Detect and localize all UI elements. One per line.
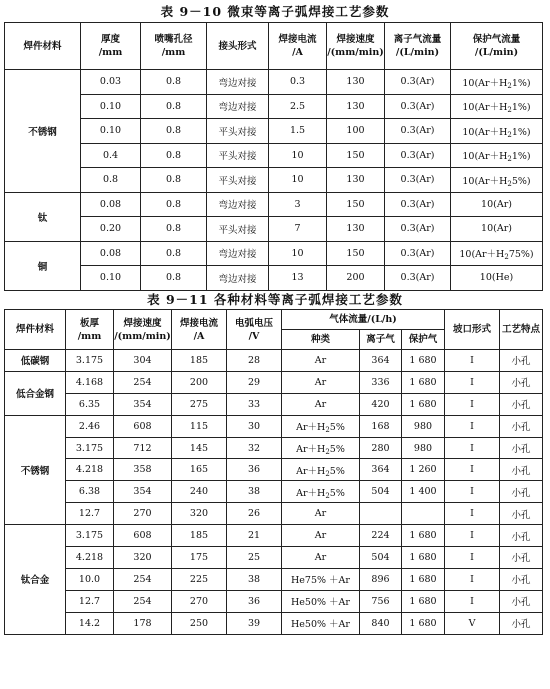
table-cell: 弯边对接	[207, 241, 269, 266]
table-cell: 36	[227, 590, 282, 612]
table-cell: 4.218	[66, 459, 114, 481]
table-row	[5, 70, 543, 95]
table-cell: I	[445, 459, 500, 481]
table-cell: 115	[172, 415, 227, 437]
gas-type-cell	[282, 459, 360, 481]
table-row	[5, 612, 543, 634]
table-cell: 0.3(Ar)	[385, 266, 451, 291]
table-cell: 弯边对接	[207, 192, 269, 217]
table1-header-cell	[81, 23, 141, 70]
table-cell: 254	[114, 371, 172, 393]
table-cell: 0.3(Ar)	[385, 94, 451, 119]
table1-header-cell	[327, 23, 385, 70]
table-cell: 2.5	[269, 94, 327, 119]
table-cell: 弯边对接	[207, 266, 269, 291]
table-cell: 小孔	[500, 415, 543, 437]
table-cell: 280	[360, 437, 402, 459]
material-cell: 铜	[5, 241, 81, 290]
header-groove: 坡口形式	[445, 310, 500, 350]
gas-type-cell	[282, 350, 360, 372]
gas-type-cell	[282, 525, 360, 547]
shield-gas-cell-post: 1%)	[511, 77, 531, 89]
table-row	[5, 217, 543, 242]
gas-type-cell-pre: Ar＋H	[296, 487, 326, 499]
gas-type-cell-post: 5%	[329, 444, 345, 455]
table-cell: 200	[172, 371, 227, 393]
gas-type-cell-sub: 2	[325, 426, 330, 435]
gas-type-cell-pre: He50% ＋Ar	[291, 619, 350, 631]
table-cell: 0.10	[81, 94, 141, 119]
shield-gas-cell-pre: 10(Ar＋H	[462, 151, 508, 163]
header-ion-gas: 离子气	[360, 330, 402, 350]
table-cell: 0.08	[81, 192, 141, 217]
table2-header-row-1	[5, 310, 543, 330]
table-cell: 小孔	[500, 547, 543, 569]
gas-type-cell-pre: He75% ＋Ar	[291, 575, 350, 587]
table-cell: 32	[227, 437, 282, 459]
table1-header-line: /(L/min)	[395, 47, 440, 58]
table-cell: 小孔	[500, 437, 543, 459]
gas-type-cell	[282, 503, 360, 525]
table-cell: I	[445, 393, 500, 415]
table-cell: 130	[327, 168, 385, 193]
table-cell: 1 680	[402, 612, 445, 634]
material-cell: 低合金钢	[5, 371, 66, 415]
table-cell: 3	[269, 192, 327, 217]
gas-type-cell-pre: Ar	[314, 508, 327, 520]
table-cell: I	[445, 547, 500, 569]
table-row	[5, 371, 543, 393]
table-cell: 608	[114, 525, 172, 547]
table-row	[5, 94, 543, 119]
table1-header-line: 厚度	[100, 34, 120, 45]
gas-type-cell-sub: 2	[325, 469, 330, 478]
table-cell: 130	[327, 70, 385, 95]
table-cell: 270	[172, 590, 227, 612]
table-cell: 168	[360, 415, 402, 437]
table-cell: 1 680	[402, 371, 445, 393]
table-cell: 840	[360, 612, 402, 634]
table-cell: 0.10	[81, 266, 141, 291]
table-cell: 0.3(Ar)	[385, 192, 451, 217]
table-cell: 896	[360, 568, 402, 590]
table-cell: 0.4	[81, 143, 141, 168]
table1-header-line: /(L/min)	[474, 47, 519, 58]
gas-type-cell-pre: Ar＋H	[296, 422, 326, 434]
table-cell: 0.8	[141, 192, 207, 217]
table-cell: 0.8	[141, 217, 207, 242]
gas-type-cell-pre: Ar	[314, 530, 327, 542]
header-shield-gas: 保护气	[402, 330, 445, 350]
header-thickness: 板厚 /mm	[66, 310, 114, 350]
table-cell: 30	[227, 415, 282, 437]
shield-gas-cell-sub: 2	[507, 81, 512, 90]
header-feature: 工艺特点	[500, 310, 543, 350]
table1-header-cell	[5, 23, 81, 70]
table-row	[5, 568, 543, 590]
material-cell: 低碳钢	[5, 350, 66, 372]
material-cell: 钛合金	[5, 525, 66, 634]
table-cell: I	[445, 415, 500, 437]
table-row	[5, 143, 543, 168]
table-cell: 1 260	[402, 459, 445, 481]
table-cell: 354	[114, 481, 172, 503]
table-cell: 200	[327, 266, 385, 291]
table-cell: 608	[114, 415, 172, 437]
table-cell: 13	[269, 266, 327, 291]
table1-header-line: 喷嘴孔径	[154, 34, 193, 45]
table-cell: 1 680	[402, 547, 445, 569]
shield-gas-cell-pre: 10(Ar)	[481, 198, 512, 210]
table-cell: 6.38	[66, 481, 114, 503]
gas-type-cell-sub: 2	[325, 491, 330, 500]
table-cell: 36	[227, 459, 282, 481]
table1-header-row	[5, 23, 543, 70]
gas-type-cell	[282, 415, 360, 437]
table-row	[5, 590, 543, 612]
table1-header-line: 焊接电流	[278, 34, 317, 45]
table1-header-line: 焊件材料	[23, 40, 62, 52]
table-cell: I	[445, 437, 500, 459]
gas-type-cell	[282, 547, 360, 569]
shield-gas-cell	[451, 241, 543, 266]
table-cell: I	[445, 350, 500, 372]
gas-type-cell-pre: Ar	[314, 551, 327, 563]
table-cell: 1 680	[402, 393, 445, 415]
table-cell: 10.0	[66, 568, 114, 590]
table-cell: 0.3	[269, 70, 327, 95]
table-cell: 10	[269, 143, 327, 168]
table-row	[5, 437, 543, 459]
table-cell: 0.3(Ar)	[385, 70, 451, 95]
shield-gas-cell-pre: 10(He)	[479, 272, 514, 284]
gas-type-cell	[282, 393, 360, 415]
table-cell: 0.8	[81, 168, 141, 193]
table-cell: 0.8	[141, 168, 207, 193]
table-cell: 小孔	[500, 568, 543, 590]
table-cell: 364	[360, 459, 402, 481]
header-gas-flow: 气体流量/(L/h)	[282, 310, 445, 330]
table-cell: 250	[172, 612, 227, 634]
table-cell: 25	[227, 547, 282, 569]
table-cell: 254	[114, 590, 172, 612]
table-row	[5, 192, 543, 217]
table-cell: 320	[114, 547, 172, 569]
table-cell: 145	[172, 437, 227, 459]
table-cell: 3.175	[66, 437, 114, 459]
table-row	[5, 350, 543, 372]
table-cell: 364	[360, 350, 402, 372]
table1-header-line: /(mm/min)	[327, 47, 384, 58]
table-cell	[360, 503, 402, 525]
table-cell: I	[445, 503, 500, 525]
table-cell: 弯边对接	[207, 94, 269, 119]
table2-body	[5, 350, 543, 635]
table-cell: 980	[402, 437, 445, 459]
table-cell: I	[445, 590, 500, 612]
table1-header-line: 接头形式	[218, 40, 257, 52]
table-cell: 0.8	[141, 143, 207, 168]
shield-gas-cell-post: 1%)	[511, 126, 531, 138]
table-cell: 0.03	[81, 70, 141, 95]
table-row	[5, 481, 543, 503]
table-cell: 712	[114, 437, 172, 459]
shield-gas-cell-post: 75%)	[508, 249, 534, 261]
table-cell: 小孔	[500, 393, 543, 415]
micro-plasma-params-table	[4, 22, 543, 291]
table-cell: 33	[227, 393, 282, 415]
table1-header-line: /mm	[98, 47, 123, 58]
gas-type-cell-post: 5%	[329, 487, 345, 499]
table-cell: 1 680	[402, 350, 445, 372]
table-cell: 小孔	[500, 503, 543, 525]
header-material: 焊件材料	[5, 310, 66, 350]
table-cell: 185	[172, 350, 227, 372]
gas-type-cell-post: 5%	[329, 465, 345, 477]
table-row	[5, 241, 543, 266]
table-cell: 3.175	[66, 350, 114, 372]
gas-type-cell	[282, 481, 360, 503]
table-cell: 小孔	[500, 612, 543, 634]
table-cell: 0.3(Ar)	[385, 217, 451, 242]
table-cell: 1 680	[402, 568, 445, 590]
table-row	[5, 168, 543, 193]
material-cell: 不锈钢	[5, 70, 81, 193]
table-cell: I	[445, 525, 500, 547]
table1-header-line: 焊接速度	[336, 34, 375, 45]
table-cell: 0.3(Ar)	[385, 168, 451, 193]
table-cell: 336	[360, 371, 402, 393]
table-row	[5, 266, 543, 291]
table-cell: I	[445, 568, 500, 590]
table-cell: 29	[227, 371, 282, 393]
gas-type-cell	[282, 568, 360, 590]
shield-gas-cell	[451, 94, 543, 119]
table-cell: 平头对接	[207, 119, 269, 144]
header-voltage: 电弧电压 /V	[227, 310, 282, 350]
table-cell: 0.20	[81, 217, 141, 242]
shield-gas-cell	[451, 168, 543, 193]
shield-gas-cell	[451, 70, 543, 95]
table-cell: 4.218	[66, 547, 114, 569]
table-cell: 358	[114, 459, 172, 481]
table-row	[5, 119, 543, 144]
table1-header-line: 离子气流量	[393, 34, 442, 45]
shield-gas-cell-pre: 10(Ar＋H	[462, 102, 508, 114]
table-cell: 1 680	[402, 590, 445, 612]
header-gas-type: 种类	[282, 330, 360, 350]
table-cell: 小孔	[500, 481, 543, 503]
table-cell: 0.3(Ar)	[385, 119, 451, 144]
table-cell: 10	[269, 168, 327, 193]
table-cell: 39	[227, 612, 282, 634]
table-row	[5, 459, 543, 481]
table-cell: 28	[227, 350, 282, 372]
gas-type-cell-pre: Ar	[314, 398, 327, 410]
table-cell: 0.8	[141, 70, 207, 95]
table-row	[5, 503, 543, 525]
table-cell: 0.8	[141, 119, 207, 144]
material-cell: 不锈钢	[5, 415, 66, 524]
table-cell: 小孔	[500, 459, 543, 481]
shield-gas-cell	[451, 119, 543, 144]
table-cell: 304	[114, 350, 172, 372]
gas-type-cell-pre: Ar	[314, 354, 327, 366]
table-cell: 小孔	[500, 590, 543, 612]
shield-gas-cell-sub: 2	[507, 106, 512, 115]
table-row	[5, 415, 543, 437]
shield-gas-cell-post: 1%)	[511, 151, 531, 163]
table-cell: 4.168	[66, 371, 114, 393]
shield-gas-cell-pre: 10(Ar＋H	[462, 175, 508, 187]
table-cell: 平头对接	[207, 168, 269, 193]
shield-gas-cell	[451, 266, 543, 291]
shield-gas-cell-sub: 2	[507, 130, 512, 139]
shield-gas-cell	[451, 143, 543, 168]
shield-gas-cell	[451, 217, 543, 242]
gas-type-cell-post: 5%	[329, 422, 345, 434]
table-cell: 504	[360, 547, 402, 569]
table1-header-line: 保护气流量	[472, 34, 521, 45]
table-cell: 420	[360, 393, 402, 415]
table-cell: V	[445, 612, 500, 634]
table2-caption: 表 9－11 各种材料等离子弧焊接工艺参数	[147, 292, 403, 307]
table1-body	[5, 70, 543, 291]
shield-gas-cell-post: 1%)	[511, 102, 531, 114]
table-cell: 150	[327, 143, 385, 168]
shield-gas-cell-sub: 2	[507, 179, 512, 188]
table-cell: 980	[402, 415, 445, 437]
table-cell: 504	[360, 481, 402, 503]
table-cell: 14.2	[66, 612, 114, 634]
shield-gas-cell-post: 5%)	[511, 175, 531, 187]
gas-type-cell-pre: Ar＋H	[296, 465, 326, 477]
table1-caption: 表 9－10 微束等离子弧焊接工艺参数	[160, 4, 390, 19]
table-cell: 38	[227, 481, 282, 503]
table-cell: 0.10	[81, 119, 141, 144]
table-cell: 26	[227, 503, 282, 525]
table-cell: 10	[269, 241, 327, 266]
gas-type-cell	[282, 590, 360, 612]
table-row	[5, 525, 543, 547]
shield-gas-cell-pre: 10(Ar＋H	[462, 126, 508, 138]
table1-header-cell	[385, 23, 451, 70]
table-cell: 平头对接	[207, 217, 269, 242]
table-cell: 320	[172, 503, 227, 525]
gas-type-cell	[282, 612, 360, 634]
table-cell: 0.3(Ar)	[385, 241, 451, 266]
table1-header-line: /mm	[161, 47, 186, 58]
table-cell: 0.3(Ar)	[385, 143, 451, 168]
table-cell: 12.7	[66, 503, 114, 525]
shield-gas-cell-sub: 2	[507, 155, 512, 164]
table-cell: 150	[327, 241, 385, 266]
shield-gas-cell-pre: 10(Ar＋H	[462, 77, 508, 89]
table-cell: 275	[172, 393, 227, 415]
table-cell: 小孔	[500, 525, 543, 547]
table-cell: 7	[269, 217, 327, 242]
table-cell: 224	[360, 525, 402, 547]
table-cell: I	[445, 481, 500, 503]
table-cell: 165	[172, 459, 227, 481]
gas-type-cell-pre: He50% ＋Ar	[291, 597, 350, 609]
table-cell: I	[445, 371, 500, 393]
table-cell: 1.5	[269, 119, 327, 144]
table-cell: 平头对接	[207, 143, 269, 168]
table-cell: 270	[114, 503, 172, 525]
shield-gas-cell-sub: 2	[504, 253, 509, 262]
table-cell: 21	[227, 525, 282, 547]
table-cell	[402, 503, 445, 525]
table-cell: 150	[327, 192, 385, 217]
table-cell: 185	[172, 525, 227, 547]
table-cell: 240	[172, 481, 227, 503]
header-speed: 焊接速度 /(mm/min)	[114, 310, 172, 350]
table-cell: 1 400	[402, 481, 445, 503]
table-cell: 175	[172, 547, 227, 569]
table1-header-cell	[207, 23, 269, 70]
table-cell: 1 680	[402, 525, 445, 547]
table-cell: 100	[327, 119, 385, 144]
table-cell: 38	[227, 568, 282, 590]
table-cell: 178	[114, 612, 172, 634]
table-cell: 0.08	[81, 241, 141, 266]
table-cell: 254	[114, 568, 172, 590]
table-cell: 12.7	[66, 590, 114, 612]
table-cell: 3.175	[66, 525, 114, 547]
table1-header-cell	[269, 23, 327, 70]
gas-type-cell-sub: 2	[325, 448, 330, 456]
shield-gas-cell-pre: 10(Ar＋H	[459, 249, 505, 261]
table-cell: 6.35	[66, 393, 114, 415]
shield-gas-cell-pre: 10(Ar)	[481, 223, 512, 235]
table1-header-cell	[141, 23, 207, 70]
gas-type-cell	[282, 437, 360, 459]
table-cell: 0.8	[141, 241, 207, 266]
table1-header-cell	[451, 23, 543, 70]
table1-header-line: /A	[292, 47, 303, 58]
table-cell: 0.8	[141, 94, 207, 119]
table-row	[5, 393, 543, 415]
table-cell: 225	[172, 568, 227, 590]
table-cell: 130	[327, 217, 385, 242]
table-row	[5, 547, 543, 569]
table-cell: 弯边对接	[207, 70, 269, 95]
plasma-params-various-materials-table	[4, 309, 543, 635]
table-cell: 130	[327, 94, 385, 119]
header-current: 焊接电流 /A	[172, 310, 227, 350]
table-cell: 小孔	[500, 371, 543, 393]
table-cell: 756	[360, 590, 402, 612]
material-cell: 钛	[5, 192, 81, 241]
table-cell: 2.46	[66, 415, 114, 437]
shield-gas-cell	[451, 192, 543, 217]
table-cell: 小孔	[500, 350, 543, 372]
table-cell: 0.8	[141, 266, 207, 291]
gas-type-cell-pre: Ar	[314, 376, 327, 388]
table-cell: 354	[114, 393, 172, 415]
gas-type-cell	[282, 371, 360, 393]
gas-type-cell-pre: Ar＋H	[296, 444, 326, 455]
